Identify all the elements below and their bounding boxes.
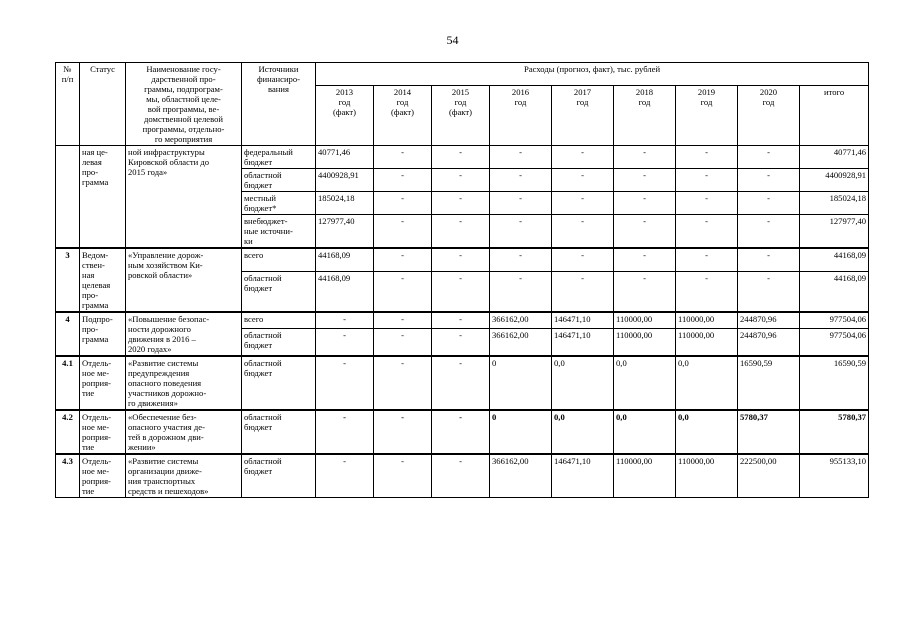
num-cell: 4 <box>56 312 80 356</box>
value-cell: 44168,09 <box>316 248 374 271</box>
header-year: 2020 год <box>738 86 800 146</box>
value-cell: - <box>374 356 432 410</box>
value-cell: 127977,40 <box>800 215 869 249</box>
status-cell: Подпро- про- грамма <box>80 312 126 356</box>
status-cell: Отдель- ное ме- роприя- тие <box>80 356 126 410</box>
value-cell: 244870,96 <box>738 328 800 356</box>
value-cell: 0 <box>490 356 552 410</box>
value-cell: - <box>316 312 374 328</box>
header-name: Наименование госу- дарственной про- граммы, подпрограм- мы, областной целе- вой программы, ве- домственной целевой программы, отдельно- го мероприятия <box>126 63 242 146</box>
table-row <box>56 454 869 498</box>
value-cell: 0,0 <box>676 410 738 454</box>
value-cell: - <box>432 410 490 454</box>
value-cell: - <box>552 146 614 169</box>
value-cell: 110000,00 <box>676 454 738 498</box>
value-cell: 5780,37 <box>738 410 800 454</box>
table-row <box>56 312 869 328</box>
header-source: Источники финансиро- вания <box>242 63 316 146</box>
name-cell: «Развитие системы предупреждения опасного поведения участников дорожно- го движения» <box>126 356 242 410</box>
value-cell: - <box>676 192 738 215</box>
value-cell: - <box>614 169 676 192</box>
header-num: № п/п <box>56 63 80 146</box>
num-cell <box>56 146 80 249</box>
value-cell: 110000,00 <box>676 328 738 356</box>
table-row <box>56 410 869 454</box>
name-cell: «Обеспечение без- опасного участия де- тей в дорожном дви- жении» <box>126 410 242 454</box>
value-cell: - <box>374 454 432 498</box>
value-cell: - <box>676 169 738 192</box>
value-cell: - <box>490 271 552 312</box>
header-status: Статус <box>80 63 126 146</box>
status-cell: Отдель- ное ме- роприя- тие <box>80 410 126 454</box>
value-cell: 146471,10 <box>552 328 614 356</box>
header-expenses: Расходы (прогноз, факт), тыс. рублей <box>316 63 869 86</box>
value-cell: 0,0 <box>676 356 738 410</box>
value-cell: - <box>738 271 800 312</box>
source-cell: областной бюджет <box>242 410 316 454</box>
header-row <box>56 63 869 86</box>
value-cell: - <box>676 271 738 312</box>
expenses-table <box>55 62 869 498</box>
value-cell: 185024,18 <box>800 192 869 215</box>
value-cell: 4400928,91 <box>800 169 869 192</box>
source-cell: местный бюджет* <box>242 192 316 215</box>
value-cell: - <box>374 271 432 312</box>
value-cell: - <box>490 215 552 249</box>
name-cell: «Управление дорож- ным хозяйством Ки- ровской области» <box>126 248 242 312</box>
value-cell: 0,0 <box>552 356 614 410</box>
value-cell: 16590,59 <box>738 356 800 410</box>
source-cell: областной бюджет <box>242 328 316 356</box>
value-cell: - <box>432 328 490 356</box>
source-cell: всего <box>242 248 316 271</box>
source-cell: областной бюджет <box>242 454 316 498</box>
value-cell: 40771,46 <box>800 146 869 169</box>
value-cell: - <box>676 146 738 169</box>
value-cell: 4400928,91 <box>316 169 374 192</box>
source-cell: областной бюджет <box>242 356 316 410</box>
value-cell: - <box>432 192 490 215</box>
value-cell: - <box>374 146 432 169</box>
value-cell: 366162,00 <box>490 312 552 328</box>
source-cell: областной бюджет <box>242 169 316 192</box>
header-year: 2016 год <box>490 86 552 146</box>
value-cell: - <box>552 192 614 215</box>
value-cell: - <box>614 146 676 169</box>
value-cell: - <box>432 454 490 498</box>
name-cell: «Развитие системы организации движе- ния транспортных средств и пешеходов» <box>126 454 242 498</box>
header-year: 2013 год (факт) <box>316 86 374 146</box>
value-cell: 0,0 <box>614 356 676 410</box>
value-cell: 977504,06 <box>800 312 869 328</box>
value-cell: - <box>432 356 490 410</box>
value-cell: - <box>738 215 800 249</box>
value-cell: - <box>738 146 800 169</box>
num-cell: 4.2 <box>56 410 80 454</box>
value-cell: - <box>614 271 676 312</box>
source-cell: внебюджет- ные источни- ки <box>242 215 316 249</box>
table-row <box>56 146 869 169</box>
value-cell: - <box>374 410 432 454</box>
value-cell: - <box>316 356 374 410</box>
value-cell: 110000,00 <box>676 312 738 328</box>
value-cell: - <box>374 312 432 328</box>
value-cell: 16590,59 <box>800 356 869 410</box>
status-cell: Ведом- ствен- ная целевая про- грамма <box>80 248 126 312</box>
value-cell: 0,0 <box>614 410 676 454</box>
value-cell: - <box>316 328 374 356</box>
value-cell: 366162,00 <box>490 328 552 356</box>
header-year: 2018 год <box>614 86 676 146</box>
value-cell: 110000,00 <box>614 454 676 498</box>
value-cell: - <box>374 215 432 249</box>
value-cell: - <box>552 271 614 312</box>
page-number: 54 <box>446 33 459 47</box>
status-cell: ная це- левая про- грамма <box>80 146 126 249</box>
value-cell: - <box>432 169 490 192</box>
value-cell: - <box>552 215 614 249</box>
value-cell: 185024,18 <box>316 192 374 215</box>
table-row <box>56 356 869 410</box>
header-year: 2017 год <box>552 86 614 146</box>
value-cell: - <box>738 248 800 271</box>
value-cell: 146471,10 <box>552 454 614 498</box>
value-cell: - <box>374 169 432 192</box>
value-cell: 110000,00 <box>614 312 676 328</box>
value-cell: - <box>490 192 552 215</box>
value-cell: - <box>316 454 374 498</box>
status-cell: Отдель- ное ме- роприя- тие <box>80 454 126 498</box>
value-cell: 977504,06 <box>800 328 869 356</box>
value-cell: - <box>490 146 552 169</box>
value-cell: - <box>676 248 738 271</box>
value-cell: - <box>676 215 738 249</box>
header-year: 2014 год (факт) <box>374 86 432 146</box>
value-cell: 222500,00 <box>738 454 800 498</box>
value-cell: - <box>614 192 676 215</box>
value-cell: 44168,09 <box>316 271 374 312</box>
value-cell: 244870,96 <box>738 312 800 328</box>
header-year: 2019 год <box>676 86 738 146</box>
value-cell: - <box>432 271 490 312</box>
value-cell: - <box>738 192 800 215</box>
value-cell: 955133,10 <box>800 454 869 498</box>
header-year: 2015 год (факт) <box>432 86 490 146</box>
table-row <box>56 248 869 271</box>
value-cell: 0,0 <box>552 410 614 454</box>
value-cell: - <box>614 215 676 249</box>
value-cell: - <box>374 248 432 271</box>
source-cell: всего <box>242 312 316 328</box>
value-cell: - <box>490 248 552 271</box>
value-cell: - <box>374 328 432 356</box>
value-cell: - <box>432 215 490 249</box>
value-cell: - <box>316 410 374 454</box>
value-cell: 44168,09 <box>800 271 869 312</box>
value-cell: - <box>738 169 800 192</box>
num-cell: 4.3 <box>56 454 80 498</box>
value-cell: - <box>432 312 490 328</box>
value-cell: - <box>432 146 490 169</box>
value-cell: 44168,09 <box>800 248 869 271</box>
header-year: итого <box>800 86 869 146</box>
value-cell: 40771,46 <box>316 146 374 169</box>
value-cell: - <box>374 192 432 215</box>
name-cell: «Повышение безопас- ности дорожного движения в 2016 – 2020 годах» <box>126 312 242 356</box>
name-cell: ной инфраструктуры Кировской области до 2015 года» <box>126 146 242 249</box>
value-cell: 146471,10 <box>552 312 614 328</box>
source-cell: федеральный бюджет <box>242 146 316 169</box>
num-cell: 3 <box>56 248 80 312</box>
value-cell: - <box>552 248 614 271</box>
value-cell: 5780,37 <box>800 410 869 454</box>
value-cell: 110000,00 <box>614 328 676 356</box>
value-cell: 127977,40 <box>316 215 374 249</box>
value-cell: - <box>432 248 490 271</box>
num-cell: 4.1 <box>56 356 80 410</box>
value-cell: 366162,00 <box>490 454 552 498</box>
value-cell: 0 <box>490 410 552 454</box>
value-cell: - <box>614 248 676 271</box>
source-cell: областной бюджет <box>242 271 316 312</box>
value-cell: - <box>552 169 614 192</box>
value-cell: - <box>490 169 552 192</box>
